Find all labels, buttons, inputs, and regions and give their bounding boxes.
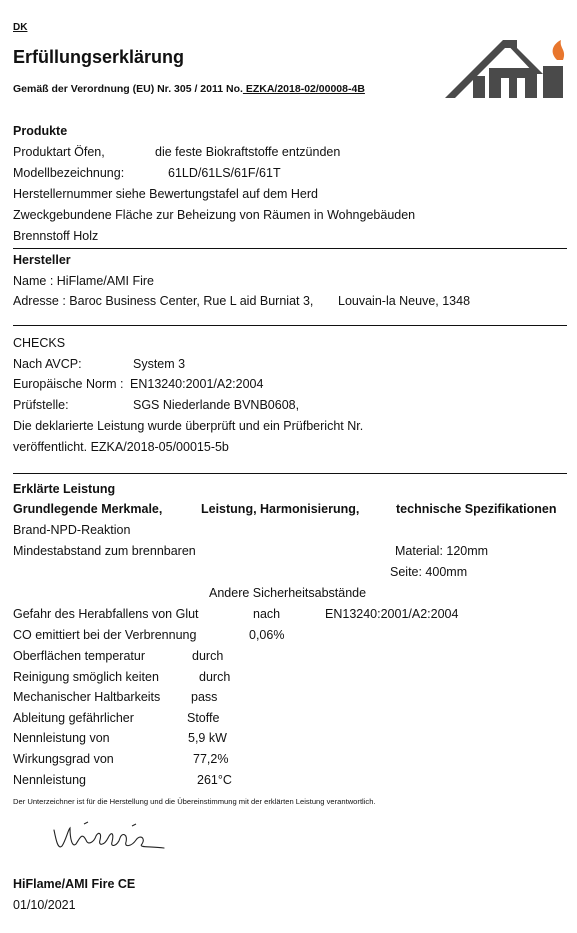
country-code: DK xyxy=(13,22,28,33)
row-value: pass xyxy=(191,690,218,704)
hersteller-adresse: Adresse : Baroc Business Center, Rue L aid Burniat 3, xyxy=(13,294,314,308)
row-value: nach xyxy=(253,607,281,621)
regulation-line xyxy=(13,83,365,95)
regulation-prefix: Gemäß der Verordnung (EU) Nr. 305 / 2011 No. xyxy=(13,83,243,95)
seite-distance: Seite: 400mm xyxy=(390,565,468,579)
hersteller-ort: Louvain-la Neuve, 1348 xyxy=(338,294,471,308)
row-value: Stoffe xyxy=(187,711,220,725)
avcp-label: Nach AVCP: xyxy=(13,357,82,371)
checks-line1: Die deklarierte Leistung wurde überprüft und ein Prüfbericht Nr. xyxy=(13,419,364,433)
signature-marks xyxy=(84,822,136,826)
logo-letter-i xyxy=(543,66,563,98)
row-value: 0,06% xyxy=(249,628,285,642)
produktart-value: die feste Biokraftstoffe entzünden xyxy=(155,145,341,159)
hersteller-name: Name : HiFlame/AMI Fire xyxy=(13,274,154,288)
column-header-leistung: Leistung, Harmonisierung, xyxy=(201,502,360,516)
logo-m-gap1 xyxy=(501,78,509,98)
row-label: Nennleistung von xyxy=(13,731,110,745)
row-value: 5,9 kW xyxy=(188,731,227,745)
row-label: Reinigung smöglich keiten xyxy=(13,670,159,684)
checks-line2: veröffentlicht. EZKA/2018-05/00015-5b xyxy=(13,440,229,454)
norm-label: Europäische Norm : xyxy=(13,377,124,391)
signature-date: 01/10/2021 xyxy=(13,898,76,912)
section-heading-produkte: Produkte xyxy=(13,124,68,138)
row-extra: EN13240:2001/A2:2004 xyxy=(325,607,459,621)
pruefstelle-label: Prüfstelle: xyxy=(13,398,69,412)
avcp-value: System 3 xyxy=(133,357,186,371)
row-value: durch xyxy=(192,649,224,663)
column-header-spezifikationen: technische Spezifikationen xyxy=(396,502,557,516)
row-value: 261°C xyxy=(197,773,232,787)
row-label: Gefahr des Herabfallens von Glut xyxy=(13,607,199,621)
andere-abstaende: Andere Sicherheitsabstände xyxy=(209,586,367,600)
page-title: Erfüllungserklärung xyxy=(13,47,185,67)
hersteller-nr: Herstellernummer siehe Bewertungstafel auf dem Herd xyxy=(13,187,318,201)
row-value: 77,2% xyxy=(193,752,229,766)
zweck-text: Zweckgebundene Fläche zur Beheizung von Räumen in Wohngebäuden xyxy=(13,208,416,222)
flame-icon xyxy=(553,40,564,60)
norm-value: EN13240:2001/A2:2004 xyxy=(130,377,264,391)
signature-stroke xyxy=(54,828,164,848)
mindestabstand-label: Mindestabstand zum brennbaren xyxy=(13,544,196,558)
row-label: Oberflächen temperatur xyxy=(13,649,146,663)
material-distance: Material: 120mm xyxy=(395,544,489,558)
divider xyxy=(13,473,567,474)
company-name: HiFlame/AMI Fire CE xyxy=(13,877,136,891)
row-label: Nennleistung xyxy=(13,773,86,787)
logo-letter-m xyxy=(489,68,537,98)
divider xyxy=(13,248,567,249)
ami-logo xyxy=(443,38,573,100)
modell-value: 61LD/61LS/61F/61T xyxy=(168,166,281,180)
row-label: Ableitung gefährlicher xyxy=(13,711,134,725)
signature xyxy=(50,820,170,856)
section-heading-checks: CHECKS xyxy=(13,336,66,350)
logo-letter-a-leg xyxy=(473,76,485,98)
brennstoff-text: Brennstoff Holz xyxy=(13,229,99,243)
responsibility-statement: Der Unterzeichner ist für die Herstellung und die Übereinstimmung mit der erklärten Leistung verantwortlich. xyxy=(13,797,376,806)
column-header-merkmale: Grundlegende Merkmale, xyxy=(13,502,163,516)
logo-m-gap2 xyxy=(517,78,525,98)
divider xyxy=(13,325,567,326)
row-label: CO emittiert bei der Verbrennung xyxy=(13,628,197,642)
row-label: Mechanischer Haltbarkeits xyxy=(13,690,161,704)
regulation-number: EZKA/2018-02/00008-4B xyxy=(242,83,365,95)
produktart-label: Produktart Öfen, xyxy=(13,145,105,159)
section-heading-leistung: Erklärte Leistung xyxy=(13,482,116,496)
section-heading-hersteller: Hersteller xyxy=(13,253,71,267)
row-value: durch xyxy=(199,670,231,684)
row-label: Wirkungsgrad von xyxy=(13,752,114,766)
pruefstelle-value: SGS Niederlande BVNB0608, xyxy=(133,398,300,412)
brand-reaktion: Brand-NPD-Reaktion xyxy=(13,523,131,537)
modell-label: Modellbezeichnung: xyxy=(13,166,125,180)
